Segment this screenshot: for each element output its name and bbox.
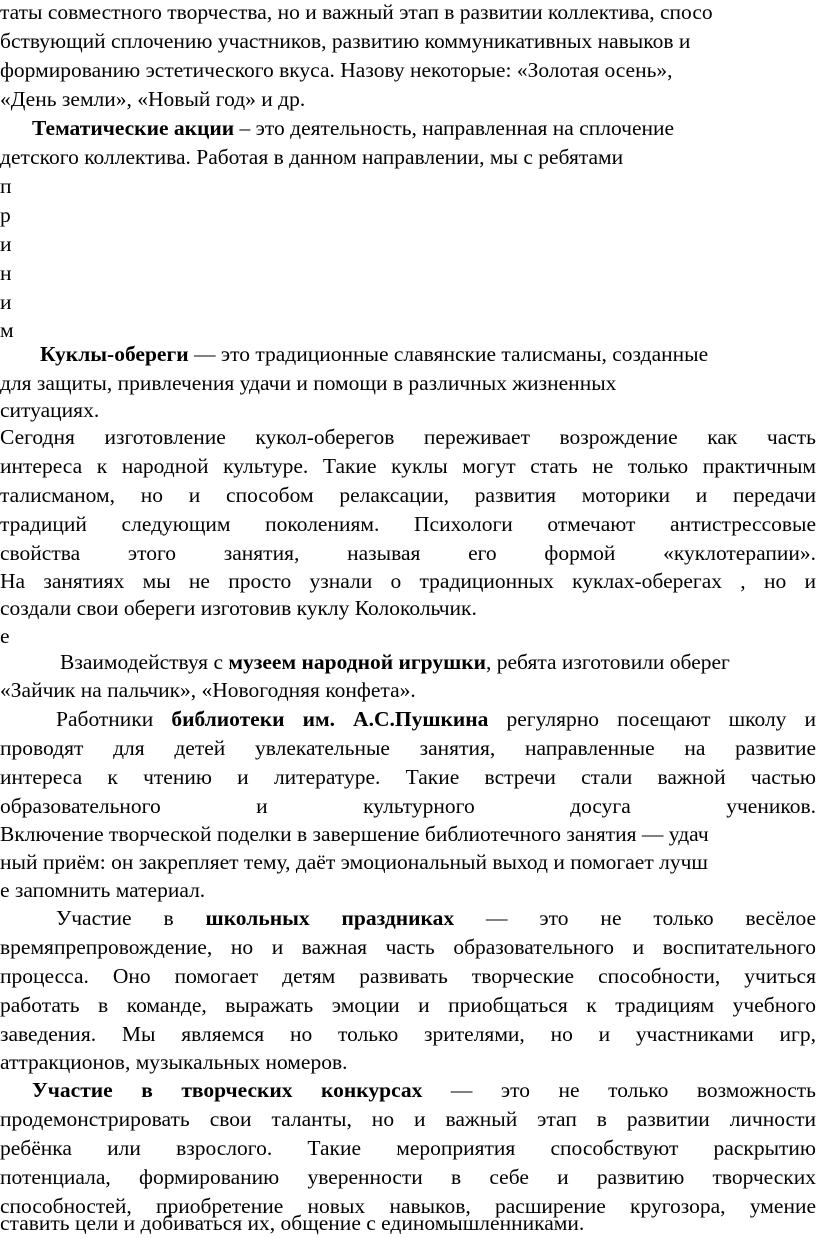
text-line: образовательного и культурного досуга учеников. bbox=[0, 794, 816, 818]
vertical-letter: н bbox=[0, 261, 12, 285]
text-line: е запомнить материал. bbox=[0, 878, 206, 902]
text-fragment: Взаимодействуя с bbox=[60, 650, 229, 674]
text-fragment: , ребята изготовили оберег bbox=[486, 650, 730, 674]
text-line: детского коллектива. Работая в данном направлении, мы с ребятами bbox=[0, 145, 624, 169]
text-line: свойства этого занятия, называя его формой «куклотерапии». bbox=[0, 541, 816, 565]
text-line: ситуациях. bbox=[0, 398, 100, 422]
term-museum: музеем народной игрушки bbox=[228, 650, 487, 674]
text-line: времяпрепровождение, но и важная часть образовательного и воспитательного bbox=[0, 935, 816, 959]
text-line: проводят для детей увлекательные занятия, направленные на развитие bbox=[0, 736, 816, 760]
text-line: «Зайчик на пальчик», «Новогодняя конфета». bbox=[0, 678, 416, 702]
paragraph-school-holidays bbox=[56, 904, 816, 933]
term-dolls-amulets: Куклы-обереги bbox=[40, 342, 189, 366]
text-fragment: – это деятельность, направленная на сплочение bbox=[234, 116, 675, 140]
text-line: процесса. Оно помогает детям развивать творческие способности, учиться bbox=[0, 964, 816, 988]
text-line: способностей, приобретение новых навыков, расширение кругозора, умение bbox=[0, 1194, 816, 1218]
paragraph-library bbox=[56, 705, 816, 734]
vertical-letter: и bbox=[0, 232, 12, 256]
text-line: для защиты, привлечения удачи и помощи в различных жизненных bbox=[0, 371, 617, 395]
paragraph-thematic-actions bbox=[32, 114, 674, 143]
text-fragment: Работники bbox=[56, 707, 172, 731]
text-fragment: Участие в bbox=[56, 906, 206, 930]
text-line: е bbox=[0, 624, 10, 648]
text-line: формированию эстетического вкуса. Назову некоторые: «Золотая осень», bbox=[0, 58, 673, 82]
text-line: ный приём: он закрепляет тему, даёт эмоциональный выход и помогает лучш bbox=[0, 850, 708, 874]
text-line: Включение творческой поделки в завершение библиотечного занятия — удач bbox=[0, 822, 709, 846]
vertical-letter: м bbox=[0, 318, 14, 342]
paragraph-creative-contests bbox=[32, 1076, 816, 1105]
term-library: библиотеки им. А.С.Пушкина bbox=[171, 707, 489, 731]
vertical-letter: р bbox=[0, 203, 11, 227]
text-line: интереса к чтению и литературе. Такие встречи стали важной частью bbox=[0, 765, 816, 789]
text-line: бствующий сплочению участников, развитию коммуникативных навыков и bbox=[0, 29, 691, 53]
text-line: потенциала, формированию уверенности в себе и развитию творческих bbox=[0, 1165, 816, 1189]
text-line: таты совместного творчества, но и важный этап в развитии коллектива, спосо bbox=[0, 0, 713, 24]
vertical-letter: п bbox=[0, 174, 12, 198]
paragraph-museum bbox=[60, 648, 730, 677]
vertical-letter: и bbox=[0, 290, 12, 314]
text-line: заведения. Мы являемся но только зрителями, но и участниками игр, bbox=[0, 1022, 816, 1046]
term-thematic-actions: Тематические акции bbox=[32, 116, 235, 140]
text-line: ставить цели и добиваться их, общение с единомышленниками. bbox=[0, 1211, 585, 1235]
text-line: аттракционов, музыкальных номеров. bbox=[0, 1050, 348, 1074]
term-school-holidays: школьных праздниках bbox=[205, 906, 455, 930]
text-fragment: регулярно посещают школу и bbox=[488, 707, 816, 731]
text-line: продемонстрировать свои таланты, но и важный этап в развитии личности bbox=[0, 1107, 816, 1131]
text-line: «День земли», «Новый год» и др. bbox=[0, 87, 306, 111]
term-creative-contests: Участие в творческих конкурсах bbox=[32, 1078, 423, 1102]
text-line: ребёнка или взрослого. Такие мероприятия способствуют раскрытию bbox=[0, 1136, 816, 1160]
text-fragment: — это традиционные славянские талисманы, созданные bbox=[188, 342, 709, 366]
text-line: талисманом, но и способом релаксации, развития моторики и передачи bbox=[0, 483, 816, 507]
text-line: традиций следующим поколениям. Психологи отмечают антистрессовые bbox=[0, 512, 816, 536]
text-line: Сегодня изготовление кукол-оберегов переживает возрождение как часть bbox=[0, 425, 816, 449]
text-fragment: — это не только весёлое bbox=[454, 906, 816, 930]
text-line: работать в команде, выражать эмоции и приобщаться к традициям учебного bbox=[0, 993, 816, 1017]
text-line: создали свои обереги изготовив куклу Колокольчик. bbox=[0, 596, 477, 620]
text-line: интереса к народной культуре. Такие куклы могут стать не только практичным bbox=[0, 454, 816, 478]
paragraph-dolls-amulets bbox=[40, 340, 708, 369]
text-line: На занятиях мы не просто узнали о традиционных куклах-оберегах , но и bbox=[0, 569, 816, 593]
text-fragment: — это не только возможность bbox=[422, 1078, 816, 1102]
